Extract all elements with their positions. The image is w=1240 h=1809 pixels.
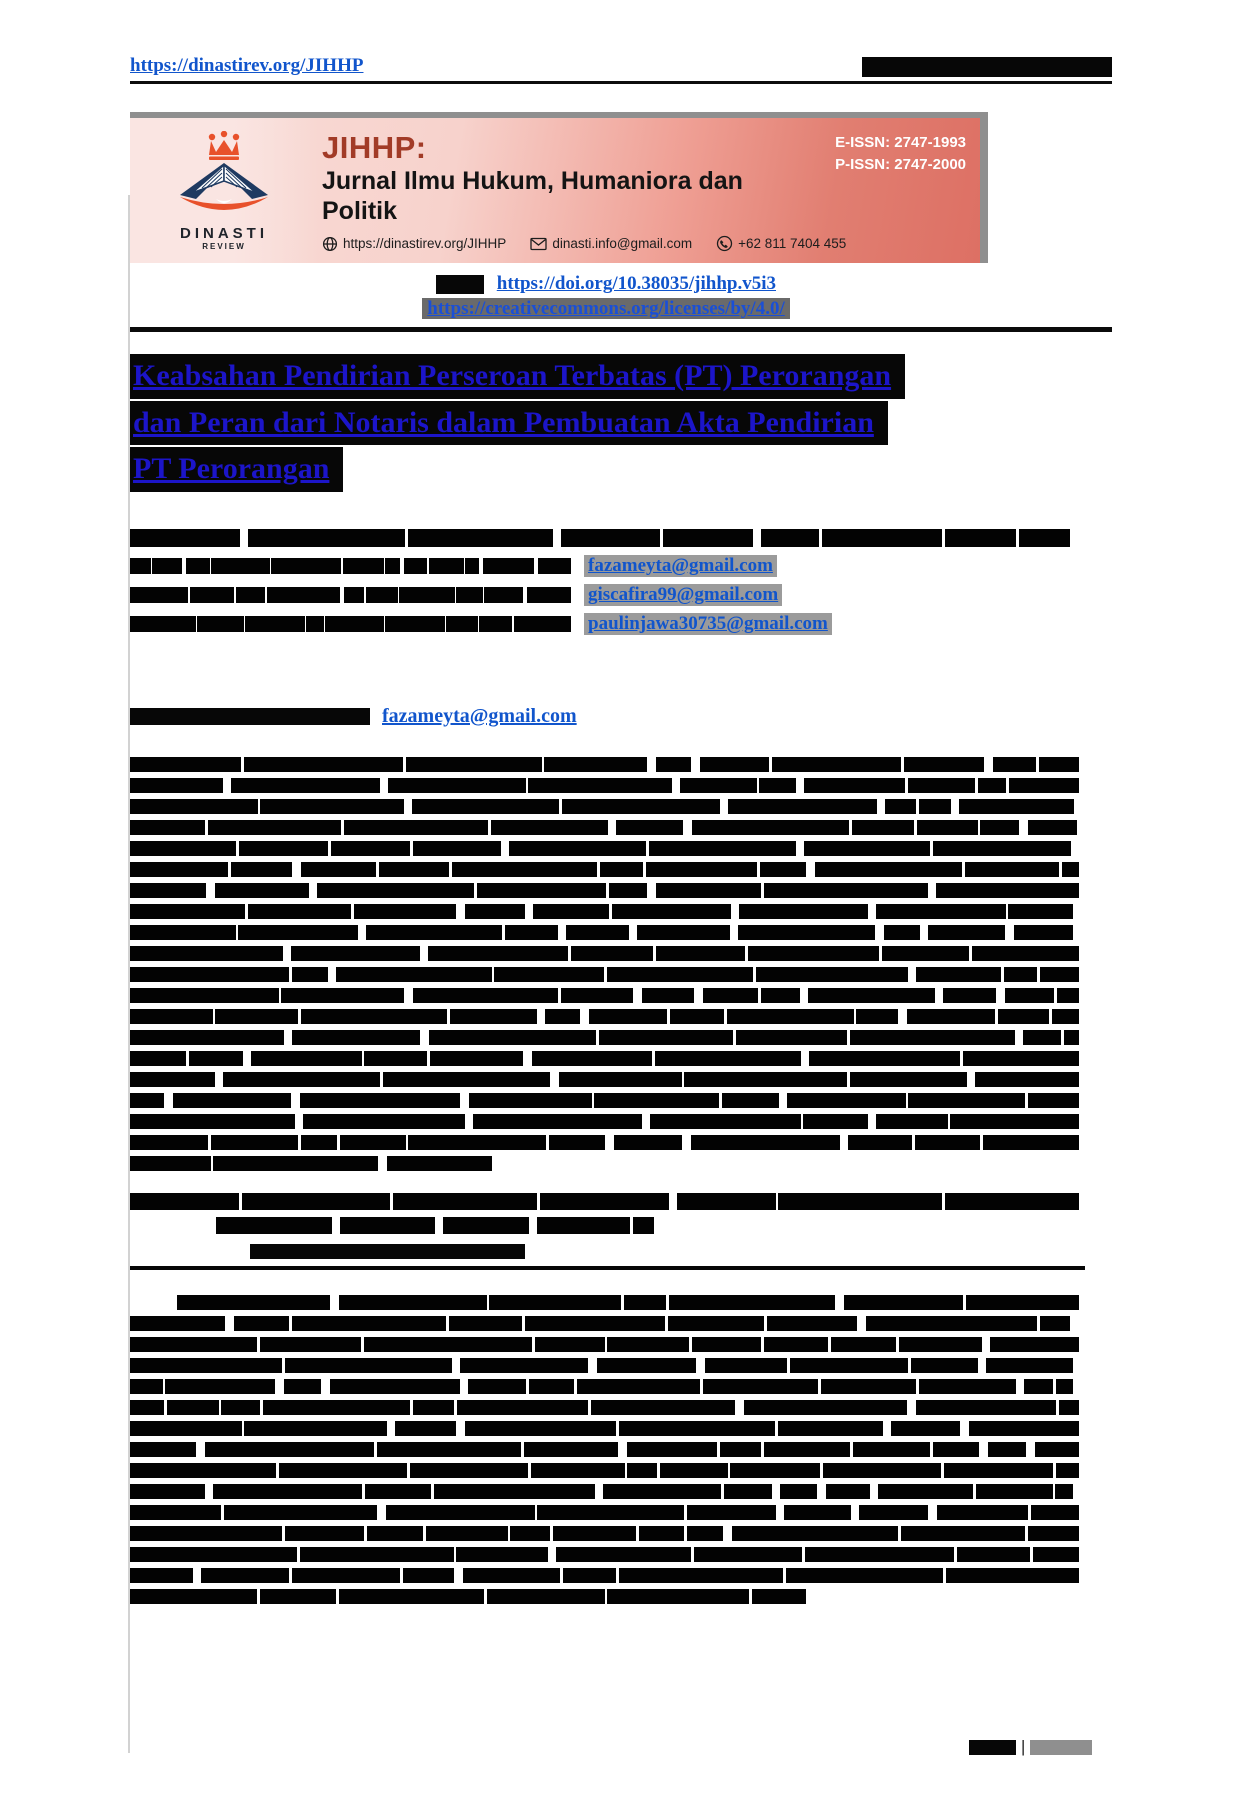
redacted-affiliation-3 — [130, 611, 572, 638]
header-bar — [130, 55, 1112, 77]
redacted-issue-info — [862, 57, 1112, 77]
footer-separator: | — [1021, 1737, 1025, 1756]
page-edge-line — [128, 195, 130, 1753]
affiliation-row-1 — [130, 552, 1082, 581]
authors-block — [130, 524, 1082, 639]
banner-phone — [716, 235, 846, 252]
doi-line — [130, 273, 1082, 298]
article-title-line2[interactable]: dan Peran dari Notaris dalam Pembuatan Akta Pendirian — [130, 401, 888, 446]
redacted-affiliation-1 — [130, 553, 572, 580]
redacted-doi-label — [436, 275, 484, 294]
redacted-section-heading — [250, 1244, 525, 1259]
p-issn: P-ISSN: 2747-2000 — [835, 155, 966, 173]
author-email-3[interactable]: paulinjawa30735@gmail.com — [584, 613, 832, 635]
redacted-keywords — [130, 1190, 1082, 1238]
keywords-rule — [130, 1266, 1085, 1270]
affiliation-row-3 — [130, 610, 1082, 639]
banner-email — [530, 236, 692, 251]
license-line — [130, 298, 1082, 323]
affiliation-row-2 — [130, 581, 1082, 610]
page-footer — [969, 1737, 1092, 1757]
e-issn: E-ISSN: 2747-1993 — [835, 134, 966, 151]
journal-url-link[interactable]: https://dinastirev.org/JIHHP — [130, 55, 364, 76]
license-link[interactable]: https://creativecommons.org/licenses/by/4.0/ — [422, 298, 789, 319]
corresponding-author-row — [130, 705, 1240, 728]
header-rule — [130, 81, 1112, 84]
doi-link[interactable]: https://doi.org/10.38035/jihhp.v5i3 — [496, 273, 776, 294]
redacted-affiliation-2 — [130, 582, 572, 609]
journal-logo — [130, 118, 318, 263]
redacted-body-paragraph — [130, 1292, 1082, 1607]
corresponding-author-email[interactable]: fazameyta@gmail.com — [382, 704, 577, 727]
journal-abbreviation: JIHHP: — [322, 130, 427, 165]
logo-title: DINASTI — [180, 224, 268, 242]
banner-website-text: https://dinastirev.org/JIHHP — [343, 236, 507, 251]
section-rule — [130, 327, 1112, 332]
banner-email-text: dinasti.info@gmail.com — [552, 236, 693, 251]
doi-block — [130, 273, 1082, 323]
journal-name-line2: Politik — [322, 197, 398, 225]
author-email-1[interactable]: fazameyta@gmail.com — [584, 555, 777, 577]
article-title — [130, 354, 1082, 494]
journal-banner — [130, 118, 980, 263]
redacted-author-names — [130, 524, 1082, 552]
redacted-page-number — [969, 1740, 1016, 1755]
author-email-2[interactable]: giscafira99@gmail.com — [584, 584, 782, 606]
logo-subtitle: REVIEW — [202, 241, 246, 251]
article-title-line1[interactable]: Keabsahan Pendirian Perseroan Terbatas (PT) Perorangan — [130, 354, 905, 399]
article-title-line3[interactable]: PT Perorangan — [130, 447, 343, 492]
redacted-corresponding-label — [130, 708, 370, 725]
banner-contact-row — [322, 235, 980, 252]
banner-phone-text: +62 811 7404 455 — [738, 236, 847, 251]
redacted-page-word — [1030, 1740, 1092, 1755]
dinasti-logo-icon — [166, 131, 282, 223]
phone-icon — [716, 235, 733, 252]
mail-icon — [530, 237, 547, 251]
issn-block — [835, 132, 966, 176]
journal-name-line1: Jurnal Ilmu Hukum, Humaniora dan — [322, 167, 743, 195]
banner-website — [322, 236, 506, 252]
redacted-abstract — [130, 754, 1082, 1174]
globe-icon — [322, 236, 338, 252]
